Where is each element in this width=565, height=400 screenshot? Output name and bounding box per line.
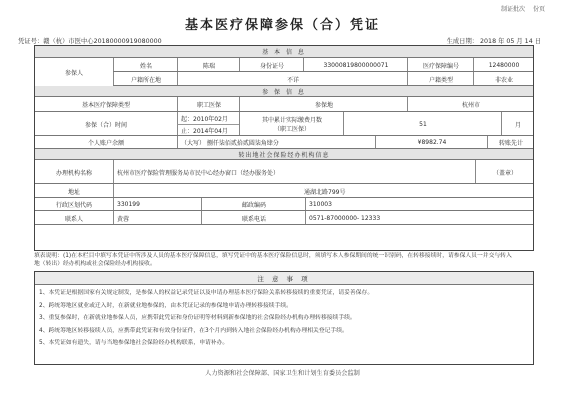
person-label: 参保人 [35,58,113,86]
hukou-value: 不详 [177,72,408,86]
phone-value: 0571-87000000- 12333 [305,211,533,225]
phone-label: 联系电话 [201,211,306,225]
account-amount: ¥8982.74 [375,136,488,149]
hukou-type-value: 非农业 [473,72,534,86]
fill-instructions [34,252,532,268]
section-agency-title: 转出地社会保险经办机构信息 [35,149,533,160]
months-unit: 月 [501,112,534,136]
note-item: 2、跨统筹地区就业或迁入时，在新就业地参保的，由本凭证记录的参保地申请办理转移接续手续。 [39,302,292,309]
paid-months-cell [239,112,344,136]
note-item: 1、本凭证是根据国家有关规定制发，是参保人的权益记录凭证以及申请办理基本医疗保险关系转移接续的重要凭证，请妥善保存。 [39,290,374,296]
period-from: 起：2010年02月 [177,112,239,124]
section-basic-row [35,46,533,57]
voucher-header [18,36,547,45]
agency-seal: （盖章） [475,160,534,184]
top-meta [495,4,545,13]
address-row [35,183,533,198]
postal-label: 邮政编码 [201,198,306,211]
notes-list [39,287,527,350]
notes-title: 注 意 事 项 [35,272,533,285]
contact-label: 联系人 [64,215,83,223]
batch-label: 制证批次 [501,6,526,13]
name-label: 姓名 [113,58,178,72]
area-code-label: 行政区划代码 [55,202,92,209]
note-item: 5、本凭证如有遗失，请与当地参保地社会保险经办机构联系，申请补办。 [39,340,229,346]
fill-instructions-line-1: 填表说明：(1)在本栏目中填写本凭证中所涉及人员的基本医疗保障信息，填写凭证中的基本医疗保险信息时，须填写本人参保期间的统一识别码，在转移接续时，请参保人员一并交与转入 [34,253,512,259]
area-code-value: 330199 [113,198,201,211]
paid-months-value: 51 [343,112,502,136]
note-item: 3、重复参保时，在新就业地参保人员，应携带此凭证和身份证明等材料到新参保地的社会保险经办机构办理转移接续手续。 [39,315,356,321]
notes-box [34,271,534,365]
agency-name-row [35,159,533,184]
period-label: 参保（合）时间 [84,121,127,129]
medical-no-label: 医疗保障编号 [407,58,474,72]
voucher-form [34,45,534,251]
contact-value: 黄蓉 [113,211,201,225]
postal-value: 310003 [305,198,533,211]
account-row [35,135,533,149]
insurance-type-label: 基本医疗保障类型 [81,102,130,109]
contact-row [35,210,533,225]
document-title: 基本医疗保障参保（合）凭证 [184,18,380,33]
region-value: 杭州市 [407,97,534,112]
issue-date: 生成日期： 2018 年 05 月 14 日 [446,38,541,45]
address-label: 地址 [67,188,80,196]
voucher-number: 凭证号：赣（杭）市医中心20180000919080000 [18,38,162,45]
account-note: 转账先计 [487,136,534,149]
person-row-1 [35,57,533,77]
hukou-type-label: 户籍类型 [407,72,474,86]
id-label: 身份证号 [239,58,304,72]
region-label: 参保地 [239,97,408,112]
insurance-type-row [35,96,533,112]
paid-months-sub: （职工医保） [273,126,310,133]
section-insurance-title: 参 保 信 息 [35,86,533,97]
agency-name-label: 办理机构名称 [55,169,92,177]
medical-no-value: 12480000 [473,58,534,72]
account-caps: （大写） 捌仟柒佰贰拾贰圆柒角肆分 [177,136,375,149]
note-item: 4、跨统筹地区转移接续人员，应携带此凭证和有效身份证件，在3个月内到转入地社会保险经办机构办理相关登记手续。 [39,327,348,334]
paid-months-label: 其中累计实际缴费月数 [261,117,322,124]
hukou-label: 户籍所在地 [113,72,178,86]
address-value: 通湖北路799号 [113,184,533,198]
blank-row [35,224,533,251]
issuer-line: 人力资源和社会保障部、国家卫生和计划生育委员会监制 [205,370,360,377]
id-value: 33000819800000071 [303,58,408,72]
period-to: 止：2014年04月 [177,124,239,136]
insurance-type-value: 职工医保 [177,97,240,112]
agency-name-value: 杭州市医疗保险管理服务局市民中心经办窗口（经办服务处） [113,160,475,184]
fill-instructions-line-2: 地（转出）经办机构或社会保险经办机构接收。 [34,261,156,267]
area-code-row [35,197,533,211]
period-row [35,111,533,136]
page-count-label: 份页 [532,6,545,13]
account-label: 个人账户余额 [87,140,124,147]
section-basic-title: 基 本 信 息 [35,46,533,57]
name-value: 陈瑞 [177,58,240,72]
